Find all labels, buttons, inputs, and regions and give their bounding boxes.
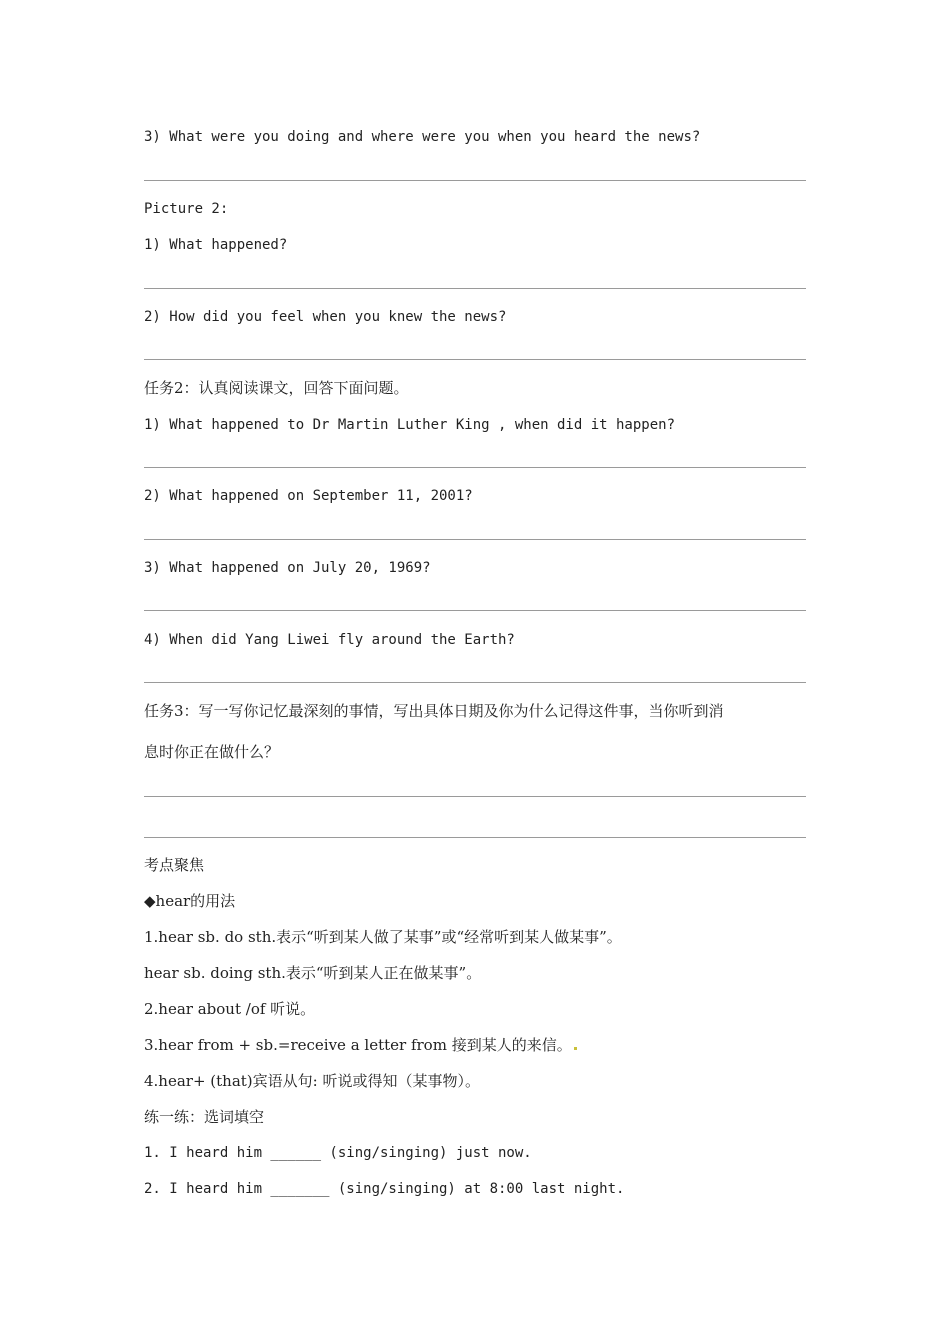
answer-line: [144, 610, 806, 611]
answer-line: [144, 682, 806, 683]
task-2-question-4: 4) When did Yang Liwei fly around the Earth?: [144, 632, 515, 648]
task-2-question-2: 2) What happened on September 11, 2001?: [144, 488, 473, 504]
focus-point-1b: hear sb. doing sth.表示“听到某人正在做某事”。: [144, 964, 482, 982]
focus-point-3-text: 3.hear from + sb.=receive a letter from 接到某人的来信。: [144, 1036, 572, 1054]
focus-heading: 考点聚焦: [144, 856, 205, 874]
answer-line: [144, 467, 806, 468]
answer-line: [144, 359, 806, 360]
focus-point-3: [144, 1035, 577, 1055]
focus-point-4: 4.hear+ (that)宾语从句: 听说或得知（某事物）。: [144, 1072, 480, 1090]
answer-line: [144, 539, 806, 540]
answer-line: [144, 837, 806, 838]
practice-item-2: 2. I heard him _______ (sing/singing) at 8:00 last night.: [144, 1181, 625, 1197]
mark-dot: [574, 1047, 577, 1050]
task-2-heading: [144, 378, 409, 398]
task-2-heading-text: 任务2：认真阅读课文，回答下面问题。: [144, 379, 409, 397]
question-3-text: 3) What were you doing and where were you when you heard the news?: [144, 129, 701, 145]
practice-heading: 练一练：选词填空: [144, 1108, 265, 1126]
focus-point-1: 1.hear sb. do sth.表示“听到某人做了某事”或“经常听到某人做某事”。: [144, 928, 622, 946]
answer-line: [144, 180, 806, 181]
answer-line: [144, 796, 806, 797]
task-3-line-2: 息时你正在做什么？: [144, 743, 280, 761]
task-3-line-1: 任务3：写一写你记忆最深刻的事情，写出具体日期及你为什么记得这件事，当你听到消: [144, 702, 724, 720]
focus-subheading: ◆hear的用法: [144, 892, 236, 910]
task-2-question-3: 3) What happened on July 20, 1969?: [144, 560, 431, 576]
answer-line: [144, 288, 806, 289]
practice-item-1: 1. I heard him ______ (sing/singing) just now.: [144, 1145, 532, 1161]
focus-point-2: 2.hear about /of 听说。: [144, 1000, 316, 1018]
picture-2-question-2: 2) How did you feel when you knew the news?: [144, 309, 507, 325]
picture-2-question-1: 1) What happened?: [144, 237, 288, 253]
picture-2-heading: Picture 2:: [144, 201, 229, 217]
task-2-question-1: 1) What happened to Dr Martin Luther King , when did it happen?: [144, 417, 676, 433]
